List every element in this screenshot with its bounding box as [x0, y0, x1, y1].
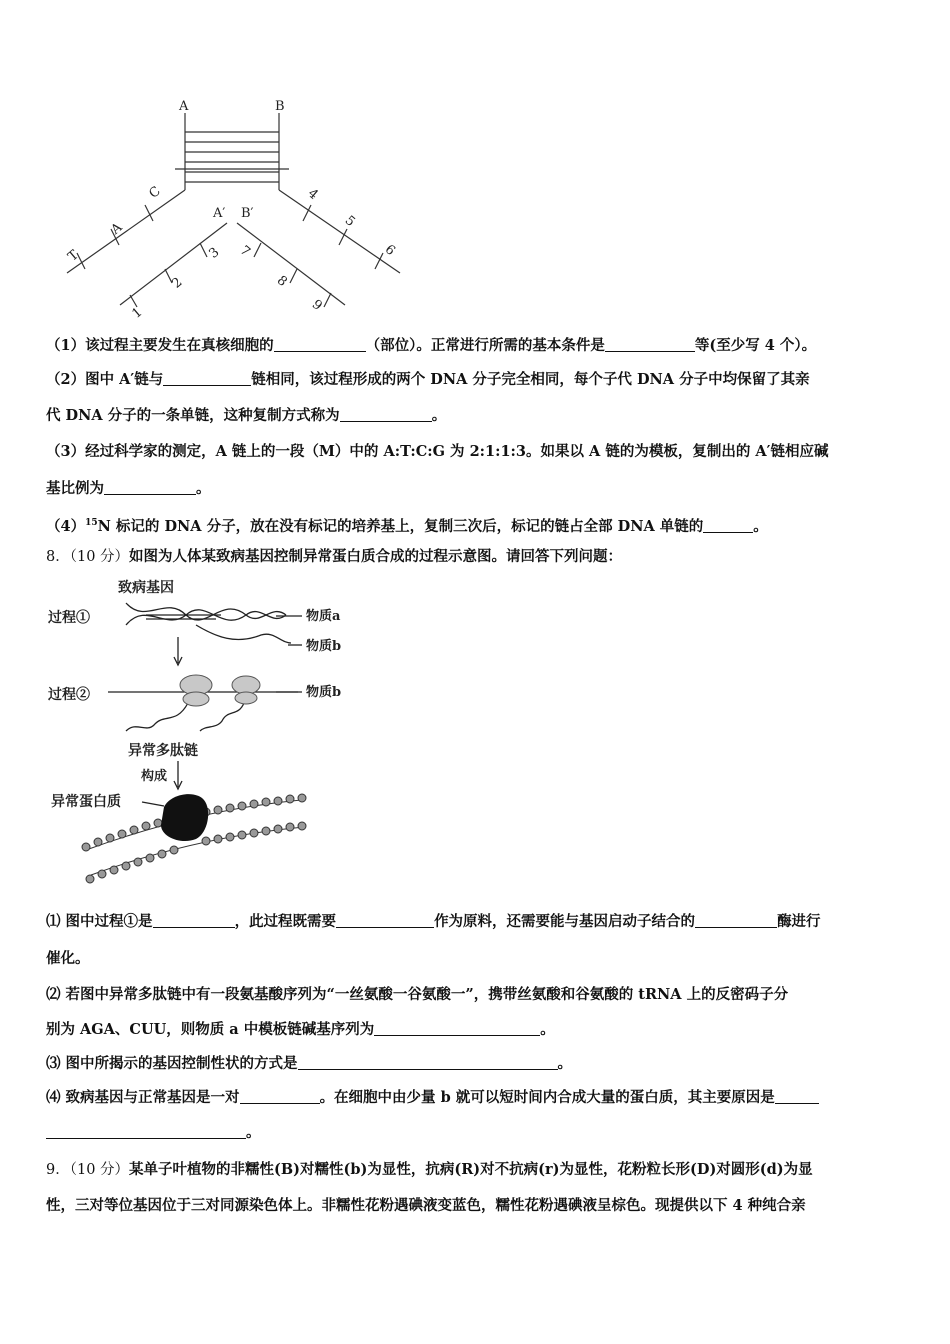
q8-part1-cont: 催化。: [46, 950, 90, 967]
substance-b2-label: 物质b: [306, 685, 342, 700]
answer-blank[interactable]: [775, 1089, 819, 1104]
answer-blank[interactable]: [163, 371, 251, 386]
dna-replication-figure: [55, 95, 415, 322]
answer-blank[interactable]: [336, 913, 434, 928]
fig-label: 1: [129, 304, 146, 322]
process-1-label: 过程①: [48, 610, 90, 626]
process-2-label: 过程②: [48, 687, 90, 703]
q7-part2: （2）图中 A′链与 链相同，该过程形成的两个 DNA 分子完全相同，每个子代 DNA 分子中均保留了其亲: [46, 371, 810, 388]
gene-expression-figure: [46, 575, 366, 895]
q8-part2-cont: 别为 AGA、CUU，则物质 a 中模板链碱基序列为 。: [46, 1021, 555, 1038]
gene-label: 致病基因: [118, 580, 174, 596]
abnormal-protein-shape: [161, 794, 208, 841]
q8-part3: ⑶ 图中所揭示的基因控制性状的方式是 。: [46, 1055, 573, 1072]
answer-blank[interactable]: [46, 1124, 246, 1139]
fig-label: B′: [241, 206, 254, 221]
answer-blank[interactable]: [298, 1055, 558, 1070]
q8-stem: 8．（10 分）如图为人体某致病基因控制异常蛋白质合成的过程示意图。请回答下列问题：: [46, 548, 623, 565]
fig-label: 2: [169, 274, 186, 292]
answer-blank[interactable]: [240, 1089, 320, 1104]
answer-blank[interactable]: [340, 407, 432, 422]
peptide-label: 异常多肽链: [128, 743, 198, 759]
answer-blank[interactable]: [703, 518, 753, 533]
fig-label: 7: [236, 243, 253, 260]
form-label: 构成: [141, 769, 168, 784]
q7-part2-cont: 代 DNA 分子的一条单链，这种复制方式称为 。: [46, 407, 447, 424]
fig-label: C: [146, 183, 164, 202]
substance-b-label: 物质b: [306, 639, 342, 654]
answer-blank[interactable]: [274, 337, 366, 352]
q7-part3-cont: 基比例为 。: [46, 480, 211, 497]
fig-label: 3: [206, 244, 223, 262]
fig-label: 9: [308, 297, 325, 314]
q8-part4-cont: 。: [46, 1123, 912, 1143]
q7-part3: （3）经过科学家的测定，A 链上的一段（M）中的 A:T:C:G 为 2:1:1:3。如果以 A 链的为模板，复制出的 A′链相应碱: [46, 443, 829, 460]
answer-blank[interactable]: [153, 913, 235, 928]
fig-label: 5: [341, 213, 358, 230]
fig-label: B: [275, 99, 285, 114]
fig-label: 8: [273, 273, 290, 290]
answer-blank[interactable]: [374, 1021, 540, 1036]
q7-part4: $(4)^{15}N$ 标记的 DNA 分子，放在没有标记的培养基上，复制三次后，标记的链占全部 DNA 单链的 。: [46, 517, 768, 535]
answer-blank[interactable]: [104, 480, 196, 495]
answer-blank[interactable]: [695, 913, 777, 928]
q7-part1: （1）该过程主要发生在真核细胞的 （部位）。正常进行所需的基本条件是 等(至少写 4 个）。: [46, 337, 817, 354]
q8-part1: ⑴ 图中过程①是 ，此过程既需要 作为原料，还需要能与基因启动子结合的 酶进行: [46, 913, 821, 930]
fig-label: T: [65, 247, 82, 265]
substance-a-label: 物质a: [306, 609, 341, 624]
q9-stem: 9．（10 分）某单子叶植物的非糯性(B)对糯性(b)为显性，抗病(R)对不抗病(r)为显性，花粉粒长形(D)对圆形(d)为显: [46, 1161, 813, 1178]
protein-label: 异常蛋白质: [51, 794, 121, 810]
fig-label: A: [108, 220, 126, 238]
q8-part4: ⑷ 致病基因与正常基因是一对 。在细胞中由少量 b 就可以短时间内合成大量的蛋白质，其主要原因是: [46, 1088, 912, 1108]
fig-label: 6: [381, 242, 398, 259]
fig-label: A′: [213, 206, 226, 221]
q9-stem-cont: 性，三对等位基因位于三对同源染色体上。非糯性花粉遇碘液变蓝色，糯性花粉遇碘液呈棕色。现提供以下 4 种纯合亲: [46, 1197, 806, 1214]
q8-part2: ⑵ 若图中异常多肽链中有一段氨基酸序列为“一丝氨酸一谷氨酸一”，携带丝氨酸和谷氨酸的 tRNA 上的反密码子分: [46, 986, 789, 1003]
fig-label: A: [179, 99, 189, 114]
fig-label: 4: [304, 186, 321, 203]
answer-blank[interactable]: [605, 337, 695, 352]
